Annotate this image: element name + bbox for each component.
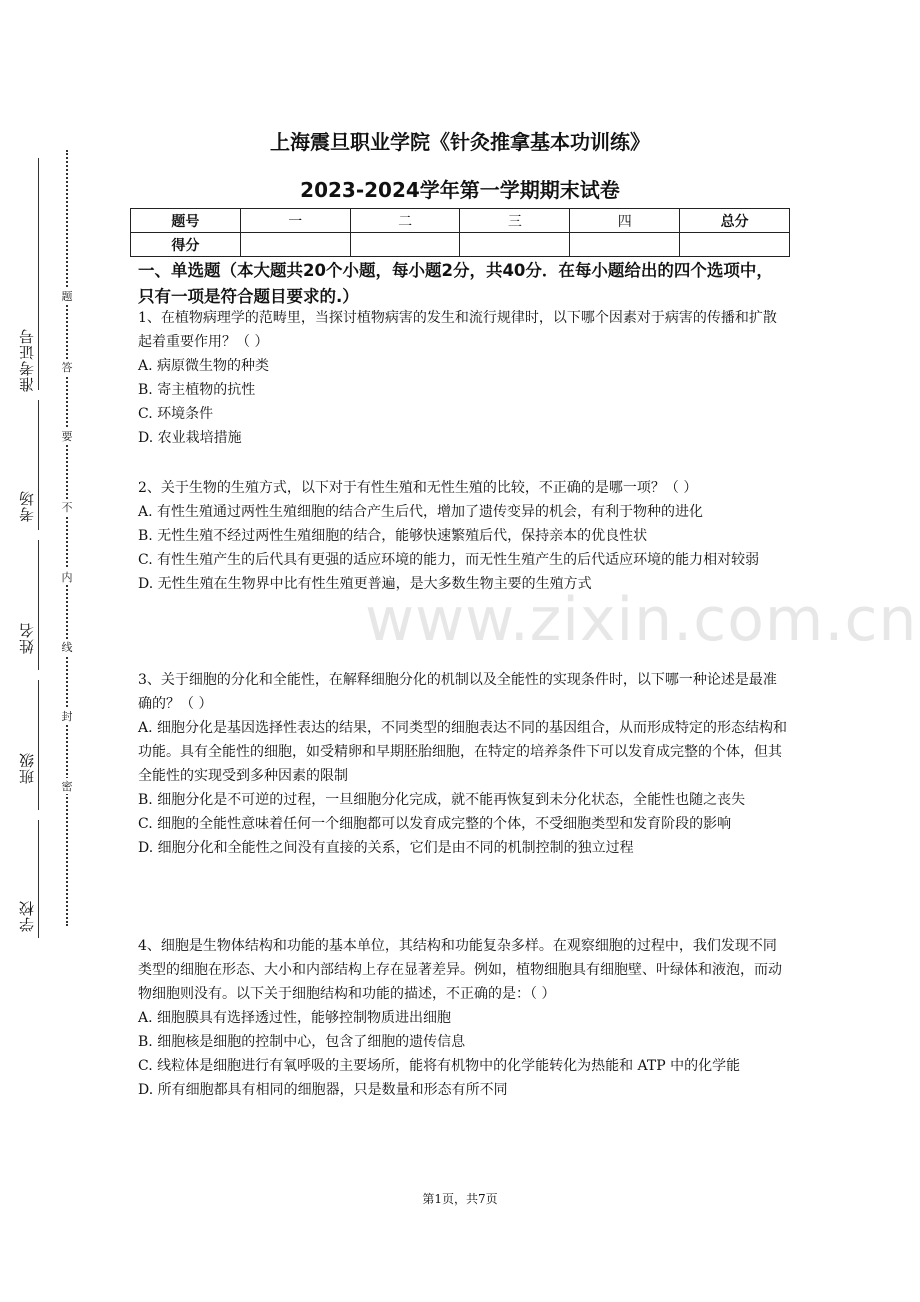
page-subtitle: 2023-2024学年第一学期期末试卷 xyxy=(300,178,620,202)
option-b[interactable]: B. 细胞核是细胞的控制中心，包含了细胞的遗传信息 xyxy=(138,1034,466,1050)
score-cell-header: 一 xyxy=(240,209,350,233)
option-c[interactable]: C. 线粒体是细胞进行有氧呼吸的主要场所，能将有机物中的化学能转化为热能和 ATP 中的化学能 xyxy=(138,1058,741,1074)
class-label: 班级 xyxy=(17,752,36,784)
question-1 xyxy=(138,306,790,450)
seal-dotted-line xyxy=(66,150,68,926)
option-d[interactable]: D. 农业栽培措施 xyxy=(138,430,242,446)
seal-char: 密 xyxy=(59,778,75,794)
option-b[interactable]: B. 无性生殖不经过两性生殖细胞的结合，能够快速繁殖后代，保持亲本的优良性状 xyxy=(138,528,648,544)
seal-char: 要 xyxy=(59,428,75,444)
option-a[interactable]: A. 细胞膜具有选择透过性，能够控制物质进出细胞 xyxy=(138,1010,452,1026)
score-cell-header: 二 xyxy=(350,209,460,233)
score-input-cell[interactable] xyxy=(350,233,460,257)
seal-char: 答 xyxy=(59,359,75,375)
exam-id-label: 准考证号 xyxy=(17,328,36,392)
score-input-cell[interactable] xyxy=(240,233,350,257)
score-cell-header: 三 xyxy=(460,209,570,233)
option-a[interactable]: A. 病原微生物的种类 xyxy=(138,358,270,374)
seal-char: 封 xyxy=(59,708,75,724)
question-stem: 1、在植物病理学的范畴里，当探讨植物病害的发生和流行规律时，以下哪个因素对于病害的传播和扩散起着重要作用？（ ） xyxy=(138,310,777,350)
option-d[interactable]: D. 细胞分化和全能性之间没有直接的关系，它们是由不同的机制控制的独立过程 xyxy=(138,840,634,856)
seal-char: 线 xyxy=(59,639,75,655)
score-table-score-row xyxy=(131,233,790,257)
score-table xyxy=(130,208,790,257)
option-d[interactable]: D. 所有细胞都具有相同的细胞器，只是数量和形态有所不同 xyxy=(138,1082,508,1098)
section-heading: 一、单选题（本大题共20个小题，每小题2分，共40分．在每小题给出的四个选项中，只有一项是符合题目要求的.） xyxy=(138,261,773,306)
exam-room-label: 考场 xyxy=(17,490,36,522)
option-c[interactable]: C. 细胞的全能性意味着任何一个细胞都可以发育成完整的个体，不受细胞类型和发育阶段的影响 xyxy=(138,816,732,832)
page-number: 第1页，共7页 xyxy=(422,1192,498,1206)
score-input-cell[interactable] xyxy=(460,233,570,257)
score-cell-label: 题号 xyxy=(131,209,241,233)
question-stem: 3、关于细胞的分化和全能性，在解释细胞分化的机制以及全能性的实现条件时，以下哪一种论述是最准确的？（ ） xyxy=(138,672,777,712)
watermark: www.zixin.com.cn xyxy=(365,585,918,655)
question-4 xyxy=(138,934,790,1102)
seal-char: 不 xyxy=(59,499,75,515)
option-b[interactable]: B. 寄主植物的抗性 xyxy=(138,382,256,398)
page-title: 上海震旦职业学院《针灸推拿基本功训练》 xyxy=(270,130,650,154)
question-stem: 2、关于生物的生殖方式，以下对于有性生殖和无性生殖的比较，不正确的是哪一项？（ ） xyxy=(138,480,698,496)
score-table-header-row xyxy=(131,209,790,233)
school-label: 学校 xyxy=(17,900,36,932)
score-input-cell[interactable] xyxy=(680,233,790,257)
seal-char: 题 xyxy=(59,288,75,304)
option-a[interactable]: A. 细胞分化是基因选择性表达的结果，不同类型的细胞表达不同的基因组合，从而形成特定的形态结构和功能。具有全能性的细胞，如受精卵和早期胚胎细胞，在特定的培养条件下可以发育成完整的个体，但其全能性的实现受到多种因素的限制 xyxy=(138,720,788,784)
option-a[interactable]: A. 有性生殖通过两性生殖细胞的结合产生后代，增加了遗传变异的机会，有利于物种的进化 xyxy=(138,504,704,520)
seal-char: 内 xyxy=(59,569,75,585)
score-input-cell[interactable] xyxy=(570,233,680,257)
option-c[interactable]: C. 有性生殖产生的后代具有更强的适应环境的能力，而无性生殖产生的后代适应环境的能力相对较弱 xyxy=(138,552,760,568)
score-cell-total: 总分 xyxy=(680,209,790,233)
question-2 xyxy=(138,476,790,596)
question-3 xyxy=(138,668,790,860)
score-cell-header: 四 xyxy=(570,209,680,233)
option-b[interactable]: B. 细胞分化是不可逆的过程，一旦细胞分化完成，就不能再恢复到未分化状态，全能性也随之丧失 xyxy=(138,792,746,808)
question-stem: 4、细胞是生物体结构和功能的基本单位，其结构和功能复杂多样。在观察细胞的过程中，我们发现不同类型的细胞在形态、大小和内部结构上存在显著差异。例如，植物细胞具有细胞壁、叶绿体和液泡，而动物细胞则没有。以下关于细胞结构和功能的描述，不正确的是：（ ） xyxy=(138,938,782,1002)
option-c[interactable]: C. 环境条件 xyxy=(138,406,214,422)
score-cell-label: 得分 xyxy=(131,233,241,257)
class-line xyxy=(38,680,39,810)
option-d[interactable]: D. 无性生殖在生物界中比有性生殖更普遍，是大多数生物主要的生殖方式 xyxy=(138,576,592,592)
name-label: 姓名 xyxy=(17,622,36,654)
